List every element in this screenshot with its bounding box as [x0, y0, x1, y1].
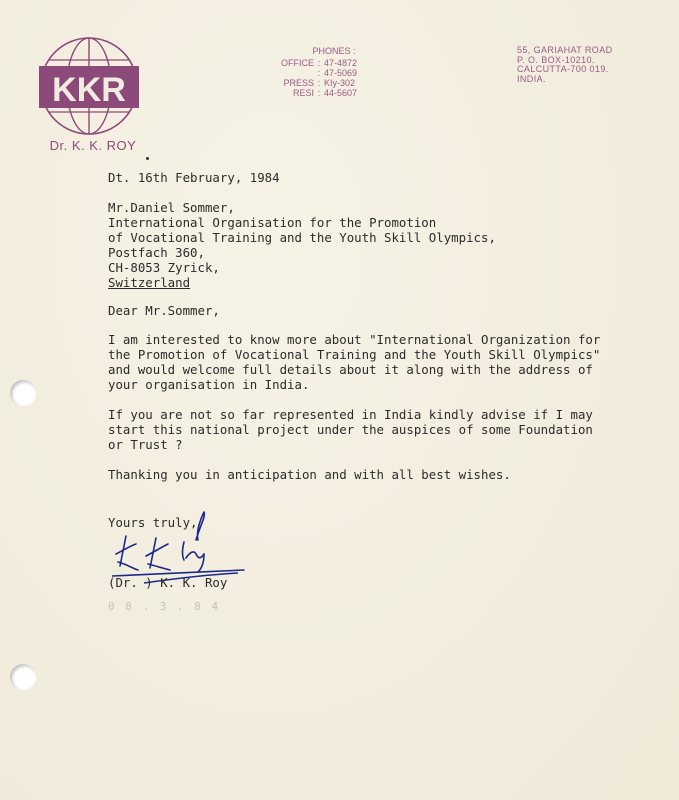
phones-title: PHONES :: [312, 46, 356, 56]
punch-hole-bottom: [10, 664, 36, 690]
faint-stamp-mark: 0 8 . 3 . 8 4: [108, 600, 221, 613]
address-line: INDIA.: [517, 73, 546, 84]
phone-row: [270, 68, 380, 78]
address-line: CALCUTTA-700 019.: [517, 64, 609, 74]
handwritten-signature: [112, 510, 252, 580]
phone-label: OFFICE: [281, 58, 314, 68]
phone-sep: :: [317, 58, 321, 68]
salutation: Dear Mr.Sommer,: [108, 303, 220, 318]
phone-value: 47-4872: [324, 58, 358, 68]
address-block: [517, 46, 657, 84]
recipient-line: Postfach 360,: [108, 245, 205, 260]
paragraph-line: If you are not so far represented in India kindly advise if I may: [108, 407, 593, 422]
ink-dot: [146, 157, 149, 160]
phone-value: 44-5607: [324, 88, 358, 98]
signatory-name: (Dr. ) K. K. Roy: [108, 575, 228, 590]
address-line: P. O. BOX-10210.: [517, 54, 595, 65]
phone-sep: :: [317, 78, 321, 88]
phone-row: [270, 88, 380, 98]
recipient-line: CH-8053 Zyrick,: [108, 260, 220, 275]
recipient-line: International Organisation for the Promotion: [108, 215, 437, 230]
recipient-line: Mr.Daniel Sommer,: [108, 200, 235, 215]
letter-date: Dt. 16th February, 1984: [108, 170, 280, 185]
punch-hole-top: [10, 380, 36, 406]
phone-label: RESI: [292, 88, 314, 98]
phone-value: 47-5069: [324, 68, 358, 78]
recipient-country: Switzerland: [108, 275, 191, 290]
paragraph-line: start this national project under the auspices of some Foundation: [108, 422, 593, 437]
paragraph-line: Thanking you in anticipation and with all best wishes.: [108, 467, 511, 482]
paragraph-line: the Promotion of Vocational Training and the Youth Skill Olympics": [108, 347, 601, 362]
phone-row: [270, 78, 380, 88]
address-line: 55, GARIAHAT ROAD: [517, 45, 613, 55]
paragraph-line: and would welcome full details about it along with the address of: [108, 362, 593, 377]
phone-row: [270, 58, 380, 68]
paragraph-line: your organisation in India.: [108, 377, 310, 392]
kkr-logo: [33, 30, 145, 142]
paragraph-line: or Trust ?: [108, 437, 183, 452]
phone-label: PRESS: [283, 78, 314, 88]
phone-sep: :: [317, 88, 321, 98]
recipient-line: of Vocational Training and the Youth Skill Olympics,: [108, 230, 496, 245]
logo-text: KKR: [52, 71, 126, 109]
letterhead-name: Dr. K. K. ROY: [49, 138, 137, 153]
closing: Yours truly,: [108, 515, 198, 530]
phone-label: [270, 68, 314, 78]
phone-sep: :: [317, 68, 321, 78]
phones-block: [270, 46, 380, 98]
phone-value: KIy-302: [324, 78, 356, 88]
paragraph-line: I am interested to know more about "International Organization for: [108, 332, 601, 347]
